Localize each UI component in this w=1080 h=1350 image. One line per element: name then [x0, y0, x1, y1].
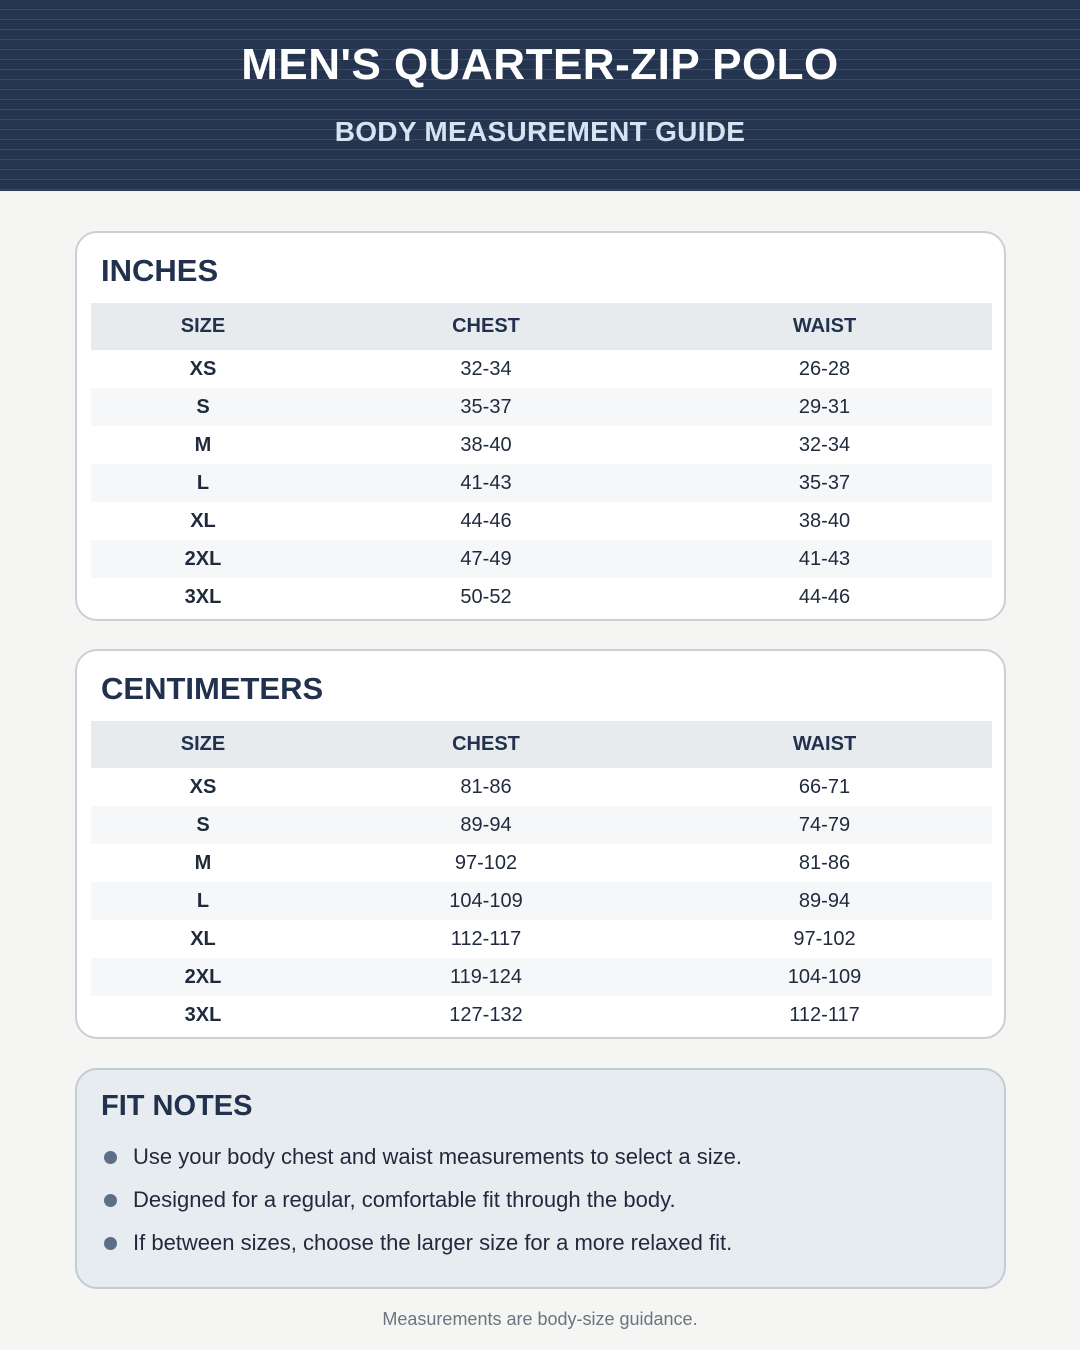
chest-cell: 47-49: [315, 540, 657, 578]
waist-cell: 81-86: [798, 851, 851, 874]
table-row: [91, 844, 992, 882]
footer-note: Measurements are body-size guidance.: [382, 1309, 698, 1329]
waist-cell: 89-94: [657, 882, 992, 920]
page-subtitle: BODY MEASUREMENT GUIDE: [334, 116, 746, 147]
inches-title: INCHES: [101, 253, 219, 288]
chest-cell: 81-86: [460, 775, 512, 798]
waist-cell: 32-34: [798, 433, 851, 456]
table-row: [91, 806, 992, 844]
size-cell: L: [91, 464, 315, 502]
size-cell: XL: [190, 927, 216, 950]
waist-cell: 112-117: [789, 1003, 860, 1026]
column-header-size: SIZE: [91, 303, 315, 350]
fit-note-item: [101, 1144, 981, 1174]
size-cell: L: [91, 882, 315, 920]
table-header-row: [91, 303, 992, 350]
fit-notes-title: FIT NOTES: [101, 1090, 253, 1122]
column-header-chest: CHEST: [315, 303, 657, 350]
waist-cell: 29-31: [657, 388, 992, 426]
chest-cell: 35-37: [315, 388, 657, 426]
waist-cell: 35-37: [657, 464, 992, 502]
table-header-row: [91, 721, 992, 768]
fit-note-item: [101, 1187, 981, 1217]
size-cell: XS: [189, 357, 217, 380]
table-row: [91, 578, 992, 616]
chest-cell: 97-102: [454, 851, 518, 874]
waist-cell: 66-71: [798, 775, 851, 798]
fit-notes-panel: [75, 1068, 1006, 1289]
chest-cell: 112-117: [450, 927, 522, 950]
table-row: [91, 882, 992, 920]
waist-cell: 26-28: [798, 357, 851, 380]
table-row: [91, 426, 992, 464]
fit-note-text: Designed for a regular, comfortable fit through the body.: [133, 1187, 676, 1212]
size-cell: 3XL: [184, 585, 222, 608]
chest-cell: 104-109: [315, 882, 657, 920]
inches-table: [91, 303, 992, 616]
chest-cell: 89-94: [315, 806, 657, 844]
fit-note-item: [101, 1230, 981, 1260]
size-cell: 2XL: [91, 958, 315, 996]
size-cell: 2XL: [91, 540, 315, 578]
waist-cell: 97-102: [793, 927, 856, 950]
bullet-icon: [104, 1151, 117, 1164]
bullet-icon: [104, 1237, 117, 1250]
page-title: MEN'S QUARTER-ZIP POLO: [241, 40, 839, 89]
inches-card: [75, 231, 1006, 621]
size-cell: M: [194, 851, 212, 874]
column-header-waist: WAIST: [657, 721, 992, 768]
column-header-waist: WAIST: [657, 303, 992, 350]
chest-cell: 44-46: [460, 509, 512, 532]
size-cell: XS: [189, 775, 217, 798]
table-row: [91, 502, 992, 540]
waist-cell: 38-40: [798, 509, 851, 532]
chest-cell: 41-43: [315, 464, 657, 502]
chest-cell: 50-52: [460, 585, 512, 608]
fit-note-text: If between sizes, choose the larger size for a more relaxed fit.: [133, 1230, 733, 1255]
size-cell: S: [91, 806, 315, 844]
chest-cell: 38-40: [460, 433, 512, 456]
waist-cell: 74-79: [657, 806, 992, 844]
size-cell: XL: [190, 509, 216, 532]
column-header-chest: CHEST: [315, 721, 657, 768]
table-row: [91, 920, 992, 958]
chest-cell: 32-34: [460, 357, 512, 380]
centimeters-title: CENTIMETERS: [101, 671, 324, 706]
waist-cell: 41-43: [657, 540, 992, 578]
size-cell: M: [194, 433, 212, 456]
table-row: [91, 388, 992, 426]
column-header-size: SIZE: [91, 721, 315, 768]
bullet-icon: [104, 1194, 117, 1207]
header-banner: [0, 0, 1080, 191]
table-row: [91, 540, 992, 578]
centimeters-card: [75, 649, 1006, 1039]
table-row: [91, 768, 992, 806]
centimeters-table: [91, 721, 992, 1034]
size-cell: S: [91, 388, 315, 426]
fit-note-text: Use your body chest and waist measurements to select a size.: [133, 1144, 742, 1169]
chest-cell: 119-124: [315, 958, 657, 996]
size-cell: 3XL: [184, 1003, 222, 1026]
chest-cell: 127-132: [449, 1003, 523, 1026]
waist-cell: 104-109: [657, 958, 992, 996]
waist-cell: 44-46: [798, 585, 851, 608]
table-row: [91, 350, 992, 388]
table-row: [91, 996, 992, 1034]
table-row: [91, 464, 992, 502]
table-row: [91, 958, 992, 996]
